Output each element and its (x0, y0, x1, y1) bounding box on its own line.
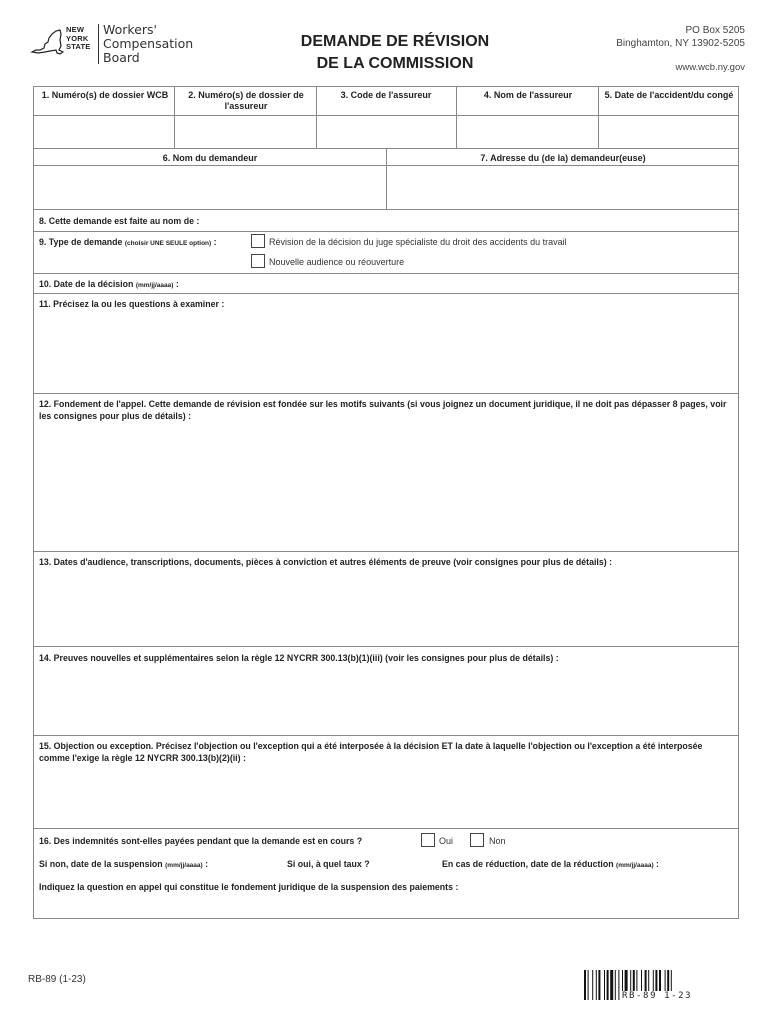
field-9-label (39, 236, 217, 250)
reduction-date-format: (mm/jj/aaaa) (616, 862, 654, 869)
divider (34, 735, 738, 736)
form-title (260, 31, 530, 75)
field-1-label: 1. Numéro(s) de dossier WCB (41, 90, 169, 100)
address-line: Binghamton, NY 13902-5205 (616, 38, 745, 49)
divider (34, 551, 738, 552)
new-hearing-option-label: Nouvelle audience ou réouverture (269, 257, 405, 267)
field-2-label: 2. Numéro(s) de dossier de l'assureur (188, 90, 304, 111)
divider (174, 87, 175, 148)
suspension-date-label (39, 858, 208, 872)
logo-agency-line: Compensation (103, 36, 194, 51)
divider (598, 87, 599, 148)
field-12-label: 12. Fondement de l'appel. Cette demande de révision est fondée sur les motifs suivants (si vous joignez un document juridique, il ne doit pas dépasser 8 pages, voir les consignes pour plus de détails) : (39, 399, 727, 421)
divider (34, 828, 738, 829)
logo-agency-line: Board (103, 50, 140, 65)
logo-state-line: STATE (66, 42, 91, 51)
barcode-bar (588, 970, 589, 1000)
payments-no-label: Non (489, 836, 506, 846)
suspension-legal-basis-label: Indiquez la question en appel qui constitue le fondement juridique de la suspension des paiements : (39, 882, 459, 892)
payment-rate-label: Si oui, à quel taux ? (287, 859, 370, 869)
logo-agency-text (103, 23, 193, 65)
logo-state-text (66, 26, 90, 52)
field-14-label: 14. Preuves nouvelles et supplémentaires selon la règle 12 NYCRR 300.13(b)(1)(iii) (voir les consignes pour plus de détails) : (39, 653, 559, 663)
payments-yes-label: Oui (439, 836, 454, 846)
barcode-bar (584, 970, 586, 1000)
divider (34, 165, 738, 166)
field-10-label (39, 278, 179, 292)
reduction-date-title: En cas de réduction, date de la réduction (442, 859, 614, 869)
form-grid (33, 86, 739, 919)
form-code: RB-89 (1-23) (28, 974, 86, 985)
logo-state-line: YORK (66, 33, 89, 43)
logo-agency-line: Workers' (103, 22, 157, 37)
barcode-bar (596, 970, 597, 1000)
logo-divider (98, 24, 99, 64)
address-line: PO Box 5205 (685, 25, 745, 36)
divider (456, 87, 457, 148)
review-decision-option-label: Révision de la décision du juge spécialiste du droit des accidents du travail (269, 237, 567, 247)
field-9-colon: : (211, 237, 217, 247)
field-15-label: 15. Objection ou exception. Précisez l'objection ou l'exception qui a été interposée à la décision ET la date à laquelle l'objection ou l'exception a été interposée comme l'exige la règle 12 NYCRR 300.13(b)(2)(ii) : (39, 741, 703, 763)
new-hearing-checkbox[interactable] (251, 254, 265, 268)
reduction-date-label (442, 858, 659, 872)
wcb-logo (30, 20, 200, 70)
field-8-label: 8. Cette demande est faite au nom de : (39, 216, 200, 226)
field-9-note: (choisir UNE SEULE option) (124, 240, 212, 247)
field-9-title: 9. Type de demande (39, 237, 123, 247)
divider (34, 209, 738, 210)
field-10-note: (mm/jj/aaaa) (135, 282, 174, 289)
divider (34, 393, 738, 394)
divider (34, 115, 738, 116)
field-5-label: 5. Date de l'accident/du congé (604, 90, 734, 100)
divider (34, 231, 738, 232)
barcode-bar (598, 970, 600, 1000)
field-4-label: 4. Nom de l'assureur (483, 90, 573, 100)
new-york-state-map-icon (30, 28, 64, 58)
barcode-bar (607, 970, 609, 1000)
review-decision-checkbox[interactable] (251, 234, 265, 248)
divider (34, 646, 738, 647)
payments-yes-checkbox[interactable] (421, 833, 435, 847)
payments-no-checkbox[interactable] (470, 833, 484, 847)
suspension-date-colon: : (202, 859, 209, 869)
field-13-label: 13. Dates d'audience, transcriptions, documents, pièces à conviction et autres éléments de preuve (voir consignes pour plus de détails) : (39, 557, 613, 567)
form-title-line: DE LA COMMISSION (316, 55, 474, 72)
mailing-address (616, 24, 745, 50)
suspension-date-format: (mm/jj/aaaa) (165, 862, 203, 869)
field-11-label: 11. Précisez la ou les questions à examiner : (39, 299, 225, 309)
barcode-bar (604, 970, 605, 1000)
divider (316, 87, 317, 148)
website-link[interactable]: www.wcb.ny.gov (675, 62, 745, 73)
form-title-line: DEMANDE DE RÉVISION (300, 33, 490, 50)
field-6-label: 6. Nom du demandeur (162, 153, 258, 163)
barcode-text: RB-89 1-23 (620, 991, 720, 1002)
field-10-title: 10. Date de la décision (39, 279, 134, 289)
suspension-date-title: Si non, date de la suspension (39, 859, 163, 869)
barcode-bar (610, 970, 613, 1000)
divider (34, 293, 738, 294)
field-10-colon: : (173, 279, 179, 289)
divider (34, 273, 738, 274)
logo-state-line: NEW (66, 25, 85, 34)
barcode-bar (615, 970, 616, 1000)
barcode-bar (592, 970, 593, 1000)
field-3-label: 3. Code de l'assureur (340, 90, 432, 100)
divider (386, 148, 387, 209)
reduction-date-colon: : (653, 859, 659, 869)
field-16-label: 16. Des indemnités sont-elles payées pendant que la demande est en cours ? (39, 836, 363, 846)
field-7-label: 7. Adresse du (de la) demandeur(euse) (480, 153, 646, 163)
